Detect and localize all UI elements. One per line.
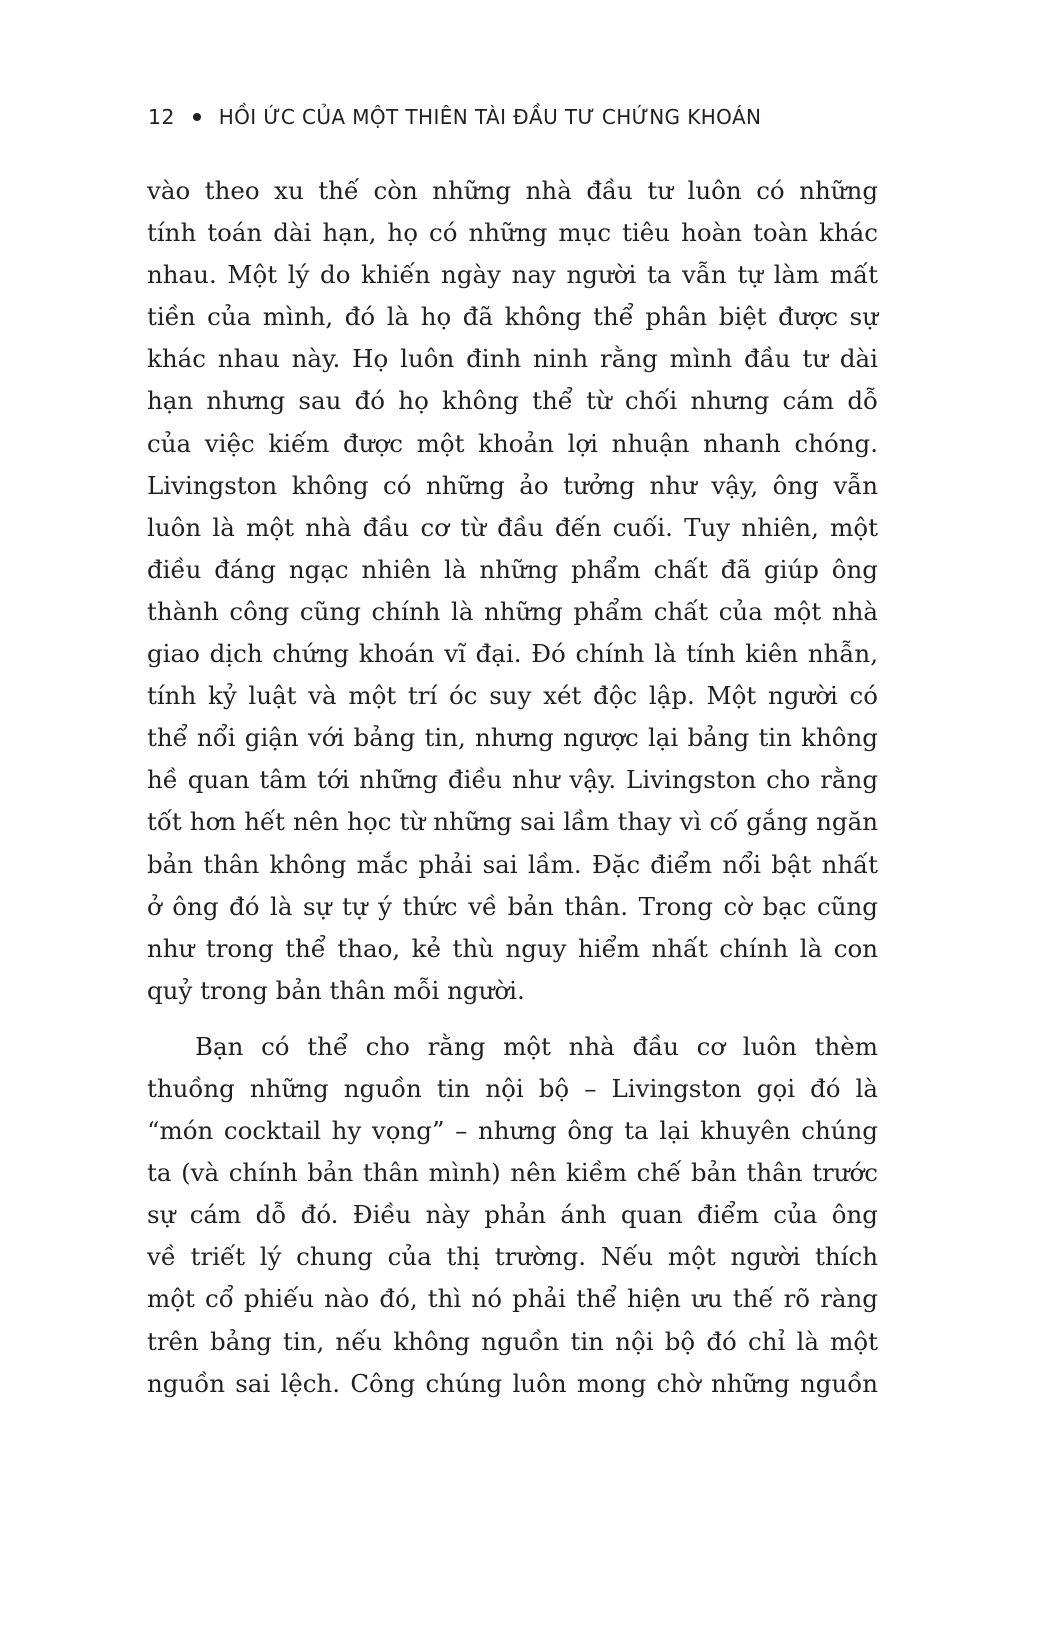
text-line: hạn nhưng sau đó họ không thể từ chối nhưng cám dỗ (147, 386, 878, 416)
text-line: như trong thể thao, kẻ thù nguy hiểm nhất chính là con (147, 933, 878, 963)
text-line: khác nhau này. Họ luôn đinh ninh rằng mình đầu tư dài (147, 344, 878, 374)
text-line: trên bảng tin, nếu không nguồn tin nội bộ đó chỉ là một (147, 1326, 878, 1356)
text-line: về triết lý chung của thị trường. Nếu một người thích (147, 1242, 878, 1272)
running-header (148, 99, 908, 135)
text-line: giao dịch chứng khoán vĩ đại. Đó chính là tính kiên nhẫn, (147, 639, 878, 669)
text-line: Bạn có thể cho rằng một nhà đầu cơ luôn thèm (195, 1031, 878, 1061)
text-line: tính kỷ luật và một trí óc suy xét độc lập. Một người có (147, 681, 878, 711)
body-text (147, 170, 878, 1405)
text-line: nhau. Một lý do khiến ngày nay người ta vẫn tự làm mất (147, 260, 878, 290)
page-number: 12 (148, 105, 175, 129)
text-line: ta (và chính bản thân mình) nên kiềm chế bản thân trước (147, 1158, 878, 1188)
text-line: vào theo xu thế còn những nhà đầu tư luôn có những (147, 176, 878, 205)
text-line: một cổ phiếu nào đó, thì nó phải thể hiện ưu thế rõ ràng (147, 1284, 878, 1314)
text-line: luôn là một nhà đầu cơ từ đầu đến cuối. Tuy nhiên, một (147, 512, 878, 542)
bullet-separator (193, 113, 201, 121)
text-line: tiền của mình, đó là họ đã không thể phân biệt được sự (147, 302, 878, 332)
text-line: tính toán dài hạn, họ có những mục tiêu hoàn toàn khác (147, 218, 878, 248)
text-line: thành công cũng chính là những phẩm chất của một nhà (147, 596, 878, 626)
text-line: nguồn sai lệch. Công chúng luôn mong chờ những nguồn (147, 1368, 878, 1398)
text-line: “món cocktail hy vọng” – nhưng ông ta lại khuyên chúng (147, 1116, 878, 1146)
text-line: thể nổi giận với bảng tin, nhưng ngược lại bảng tin không (147, 723, 878, 753)
text-line: sự cám dỗ đó. Điều này phản ánh quan điểm của ông (147, 1200, 878, 1230)
book-title: HỒI ỨC CỦA MỘT THIÊN TÀI ĐẦU TƯ CHỨNG KHOÁN (218, 105, 762, 129)
text-line: ở ông đó là sự tự ý thức về bản thân. Trong cờ bạc cũng (147, 891, 878, 921)
text-line: điều đáng ngạc nhiên là những phẩm chất đã giúp ông (147, 554, 878, 584)
text-line: tốt hơn hết nên học từ những sai lầm thay vì cố gắng ngăn (147, 807, 878, 837)
text-line: Livingston không có những ảo tưởng như vậy, ông vẫn (147, 470, 878, 500)
text-line: bản thân không mắc phải sai lầm. Đặc điểm nổi bật nhất (147, 849, 878, 879)
paragraph-1 (147, 170, 878, 1012)
text-line: của việc kiếm được một khoản lợi nhuận nhanh chóng. (147, 428, 878, 458)
text-line: quỷ trong bản thân mỗi người. (147, 975, 525, 1005)
text-line: thuồng những nguồn tin nội bộ – Livingston gọi đó là (147, 1073, 878, 1103)
paragraph-2 (147, 1026, 878, 1405)
text-line: hề quan tâm tới những điều như vậy. Livingston cho rằng (147, 765, 878, 795)
